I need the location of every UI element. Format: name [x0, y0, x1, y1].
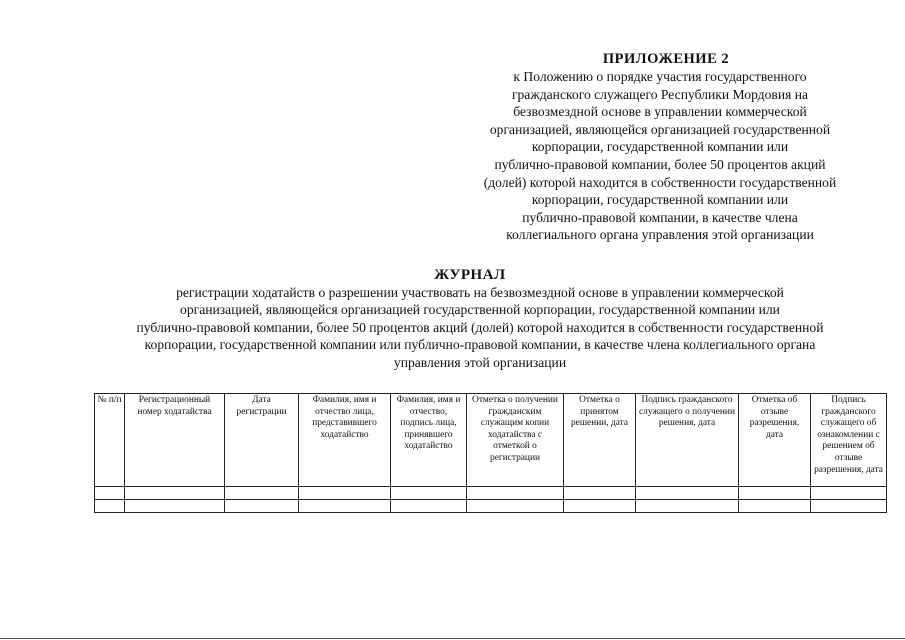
- table-cell: [811, 487, 887, 500]
- table-cell: [636, 500, 739, 513]
- journal-subtitle-line: управления этой организации: [393, 354, 567, 370]
- table-cell: [95, 500, 125, 513]
- table-header-row: [95, 394, 887, 487]
- header-applicant-name: Фамилия, имя и отчество лица, представившего ходатайство: [299, 394, 391, 487]
- table-cell: [125, 487, 225, 500]
- journal-subtitle-line: организацией, являющейся организацией государственной корпорации, государственной компании или: [180, 302, 780, 318]
- table-cell: [739, 487, 811, 500]
- table-row: [95, 500, 887, 513]
- table-cell: [467, 487, 564, 500]
- header-number: № п/п: [95, 394, 125, 487]
- table-cell: [299, 487, 391, 500]
- header-revocation-signature: Подпись гражданского служащего об ознакомлении с решением об отзыве разрешения, дата: [811, 394, 887, 487]
- appendix-line: гражданского служащего Республики Мордовия на: [511, 86, 809, 102]
- journal-title: ЖУРНАЛ: [434, 267, 506, 283]
- appendix-line: корпорации, государственной компании или: [531, 192, 789, 208]
- table-cell: [125, 500, 225, 513]
- table-cell: [467, 500, 564, 513]
- appendix-line: (долей) которой находится в собственности государственной: [483, 174, 837, 190]
- header-registration-date: Дата регистрации: [225, 394, 299, 487]
- table-cell: [225, 500, 299, 513]
- table-cell: [636, 487, 739, 500]
- appendix-line: коллегиального органа управления этой организации: [506, 227, 814, 243]
- appendix-line: корпорации, государственной компании или: [531, 139, 789, 155]
- journal-heading: [60, 266, 900, 371]
- header-registration-number: Регистрационный номер ходатайства: [125, 394, 225, 487]
- table-cell: [95, 487, 125, 500]
- table-cell: [739, 500, 811, 513]
- appendix-block: [440, 50, 880, 244]
- appendix-line: к Положению о порядке участия государственного: [513, 69, 807, 84]
- table-row: [95, 487, 887, 500]
- table-cell: [391, 487, 467, 500]
- appendix-title: ПРИЛОЖЕНИЕ 2: [602, 51, 730, 67]
- table-cell: [564, 500, 636, 513]
- header-decision-signature: Подпись гражданского служащего о получении решения, дата: [636, 394, 739, 487]
- table-cell: [225, 487, 299, 500]
- table-cell: [564, 487, 636, 500]
- appendix-line: безвозмездной основе в управлении коммерческой: [513, 104, 807, 120]
- registration-table: [94, 393, 887, 513]
- header-revocation: Отметка об отзыве разрешения, дата: [739, 394, 811, 487]
- appendix-line: публично-правовой компании, в качестве члена: [522, 209, 798, 225]
- table-cell: [299, 500, 391, 513]
- table-cell: [391, 500, 467, 513]
- appendix-line: публично-правовой компании, более 50 процентов акций: [494, 156, 826, 172]
- header-copy-received: Отметка о получении гражданским служащим копии ходатайства с отметкой о регистрации: [467, 394, 564, 487]
- journal-subtitle-line: регистрации ходатайств о разрешении участвовать на безвозмездной основе в управлении коммерческой: [176, 285, 784, 300]
- header-receiver-name: Фамилия, имя и отчество, подпись лица, принявшего ходатайство: [391, 394, 467, 487]
- journal-subtitle-line: корпорации, государственной компании или публично-правовой компании, в качестве члена коллегиального органа: [144, 337, 816, 353]
- scan-edge-divider: [0, 638, 905, 639]
- appendix-line: организацией, являющейся организацией государственной: [489, 121, 831, 137]
- header-decision: Отметка о принятом решении, дата: [564, 394, 636, 487]
- journal-subtitle-line: публично-правовой компании, более 50 процентов акций (долей) которой находится в собственности государственной: [136, 319, 824, 335]
- table-cell: [811, 500, 887, 513]
